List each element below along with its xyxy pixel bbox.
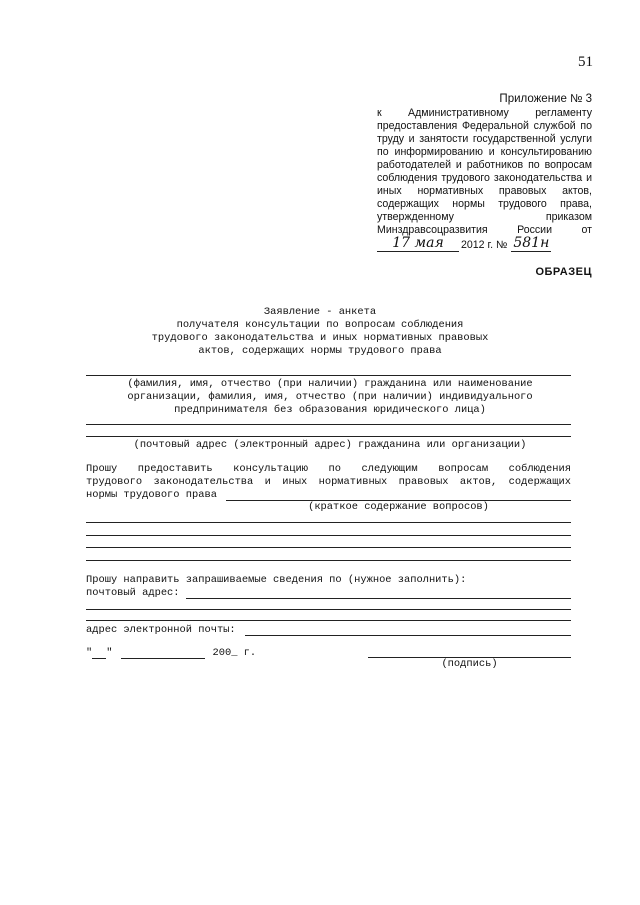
postal-label: почтовый адрес:: [86, 587, 180, 599]
date-quote: ": [86, 647, 93, 659]
postal-extra-line[interactable]: [86, 620, 571, 621]
appendix-title: Приложение № 3: [499, 93, 592, 105]
request-paragraph: [86, 463, 571, 502]
appendix-line1-mid: Административному: [408, 107, 509, 119]
date-quote: ": [106, 647, 113, 659]
form-title: [100, 306, 540, 358]
number-field: [511, 237, 551, 252]
send-request: Прошу направить запрашиваемые сведения по (нужное заполнить):: [86, 574, 467, 586]
name-extra-line[interactable]: [86, 424, 571, 425]
ministry-mid: России: [517, 224, 553, 236]
appendix-line1-right: регламенту: [535, 107, 592, 119]
handwritten-date: 17 мая: [392, 235, 444, 251]
name-caption: [80, 378, 580, 417]
approved-left: утвержденному: [377, 211, 454, 223]
appendix-body: предоставления Федеральной службой по труду и занятости государственной услуги по информированию и консультированию работодателей и работников по вопросам соблюдения трудового законодательства и иных нормативных правовых актов, содержащих нормы трудового права,: [377, 120, 592, 210]
form-title-line: Заявление - анкета: [263, 306, 377, 318]
questions-line[interactable]: [86, 547, 571, 548]
questions-line[interactable]: [86, 522, 571, 523]
address-line[interactable]: [86, 436, 571, 437]
date-day-field[interactable]: [92, 646, 106, 659]
ministry-left: Минздравсоцразвития: [377, 224, 488, 236]
year-text: 2012 г. №: [461, 239, 508, 251]
form-title-line: актов, содержащих нормы трудового права: [198, 345, 442, 357]
ministry-right: от: [581, 224, 592, 236]
request-line: трудового законодательства и иных нормативных правовых актов, содержащих: [86, 476, 571, 488]
signature-caption: (подпись): [441, 658, 498, 670]
date-year: 200_ г.: [212, 647, 257, 659]
email-input-line[interactable]: [245, 635, 571, 636]
appendix-header: [377, 93, 592, 252]
approved-right: приказом: [545, 211, 592, 223]
address-caption: (почтовый адрес (электронный адрес) гражданина или организации): [133, 439, 527, 451]
request-line: нормы трудового права: [86, 489, 217, 501]
handwritten-number: 581н: [513, 235, 550, 251]
page-number: 51: [578, 54, 593, 70]
questions-caption: (краткое содержание вопросов): [308, 501, 489, 513]
sample-label: ОБРАЗЕЦ: [535, 266, 592, 278]
name-caption-line: (фамилия, имя, отчество (при наличии) гражданина или наименование: [127, 378, 533, 390]
appendix-approved: [377, 211, 592, 224]
name-caption-line: организации, фамилия, имя, отчество (при наличии) индивидуального: [127, 391, 533, 403]
name-line[interactable]: [86, 375, 571, 376]
date-field: [377, 237, 459, 252]
date-month-field[interactable]: [121, 646, 205, 659]
questions-line[interactable]: [86, 535, 571, 536]
appendix-line1: [377, 107, 592, 120]
request-line: Прошу предоставить консультацию по следующим вопросам соблюдения: [86, 463, 571, 475]
name-caption-line: предпринимателя без образования юридического лица): [174, 404, 486, 416]
form-title-line: получателя консультации по вопросам соблюдения: [176, 319, 464, 331]
questions-line[interactable]: [86, 560, 571, 561]
postal-input-line[interactable]: [186, 598, 571, 599]
email-label: адрес электронной почты:: [86, 624, 236, 636]
date-row: [86, 646, 256, 659]
postal-extra-line[interactable]: [86, 609, 571, 610]
appendix-line1-left: к: [377, 107, 382, 119]
form-title-line: трудового законодательства и иных нормативных правовых: [151, 332, 489, 344]
appendix-date-row: [377, 237, 592, 252]
